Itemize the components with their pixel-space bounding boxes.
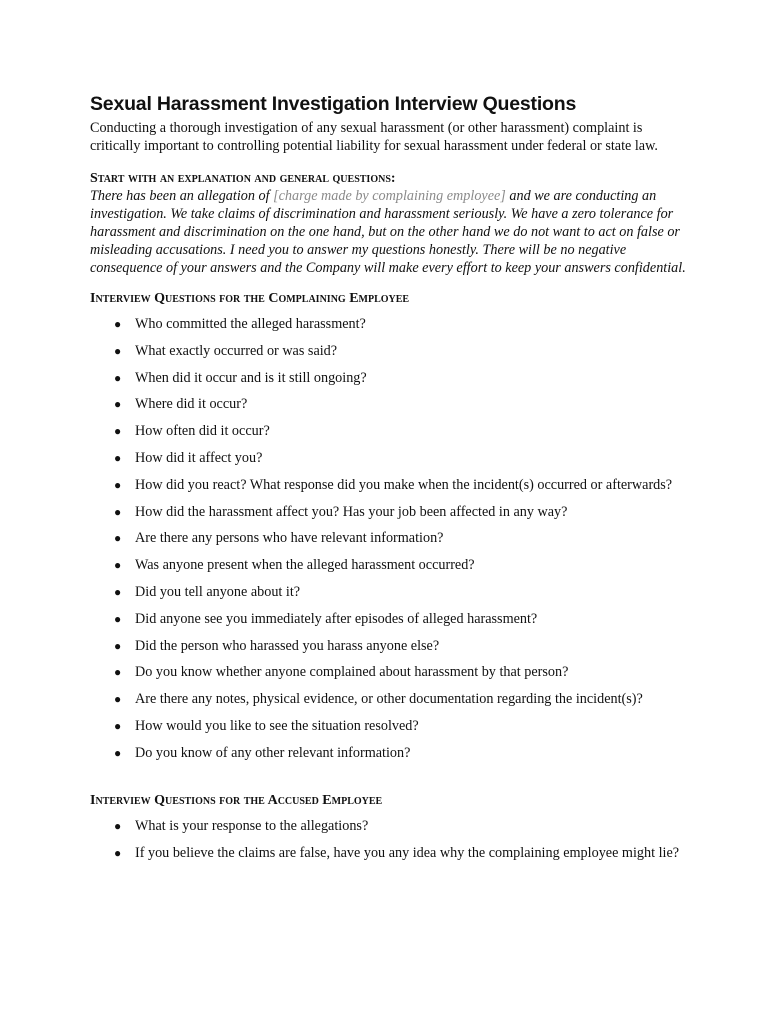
explanation-text-after: and we are conducting an investigation. We take claims of discrimination and harassment seriously. We have a zero tolerance for harassment and discrimination on the one hand, but on the other hand we do not want to act on false or misleading accusations. I need you to answer my questions honestly. There will be no negative consequence of your answers and the Company will make every effort to keep your answers confidential. <box>90 188 686 276</box>
bullet-icon: ● <box>114 665 122 680</box>
bullet-icon: ● <box>114 531 122 546</box>
bullet-icon: ● <box>114 424 122 439</box>
bullet-icon: ● <box>114 692 122 707</box>
accused-heading: Interview Questions for the Accused Employee <box>90 793 383 809</box>
question-item <box>90 343 690 361</box>
question-text: Was anyone present when the alleged harassment occurred? <box>135 557 475 574</box>
intro-paragraph: Conducting a thorough investigation of any sexual harassment (or other harassment) complaint is critically important to controlling potential liability for sexual harassment under federal or state law. <box>90 120 658 154</box>
bullet-icon: ● <box>114 450 122 465</box>
bullet-icon: ● <box>114 477 122 492</box>
bullet-icon: ● <box>114 504 122 519</box>
question-text: Did you tell anyone about it? <box>135 583 301 600</box>
question-item <box>90 370 690 388</box>
question-item <box>90 557 690 575</box>
bullet-icon: ● <box>114 611 122 626</box>
question-text: Did the person who harassed you harass anyone else? <box>135 637 440 654</box>
question-item <box>90 504 690 522</box>
question-item <box>90 316 690 334</box>
question-text: How did it affect you? <box>135 449 263 466</box>
question-item <box>90 423 690 441</box>
question-text: Are there any persons who have relevant information? <box>135 530 444 547</box>
bullet-icon: ● <box>114 745 122 760</box>
question-item <box>90 638 690 656</box>
bullet-icon: ● <box>114 718 122 733</box>
bullet-icon: ● <box>114 370 122 385</box>
question-item <box>90 477 690 495</box>
start-heading: Start with an explanation and general questions: <box>90 171 396 186</box>
question-text: How would you like to see the situation resolved? <box>135 717 419 734</box>
question-item <box>90 450 690 468</box>
question-item <box>90 691 690 709</box>
question-text: Where did it occur? <box>135 396 248 413</box>
question-text: Did anyone see you immediately after episodes of alleged harassment? <box>135 610 538 627</box>
document-title: Sexual Harassment Investigation Interview Questions <box>90 93 577 115</box>
bullet-icon: ● <box>114 558 122 573</box>
question-item <box>90 584 690 602</box>
question-text: Do you know of any other relevant information? <box>135 744 411 761</box>
question-item <box>90 745 690 763</box>
bullet-icon: ● <box>114 397 122 412</box>
question-text: Do you know whether anyone complained about harassment by that person? <box>135 664 569 681</box>
question-text: When did it occur and is it still ongoing? <box>135 369 367 386</box>
bullet-icon: ● <box>114 819 122 834</box>
explanation-placeholder: [charge made by complaining employee] <box>273 188 506 204</box>
bullet-icon: ● <box>114 638 122 653</box>
question-text: How often did it occur? <box>135 423 270 440</box>
accused-questions-list <box>90 818 690 862</box>
bullet-icon: ● <box>114 317 122 331</box>
question-item <box>90 664 690 682</box>
bullet-icon: ● <box>114 846 122 861</box>
question-item <box>90 611 690 629</box>
question-item <box>90 718 690 736</box>
question-item <box>90 845 690 863</box>
document-page <box>90 93 690 872</box>
question-item <box>90 396 690 414</box>
complaining-questions-list <box>90 316 690 762</box>
question-text: How did the harassment affect you? Has your job been affected in any way? <box>135 503 568 520</box>
bullet-icon: ● <box>114 584 122 599</box>
bullet-icon: ● <box>114 343 122 358</box>
question-item <box>90 530 690 548</box>
question-text: How did you react? What response did you make when the incident(s) occurred or afterwards? <box>135 476 673 493</box>
question-item <box>90 818 690 836</box>
question-text: If you believe the claims are false, have you any idea why the complaining employee might lie? <box>135 845 680 862</box>
question-text: What is your response to the allegations? <box>135 818 369 835</box>
explanation-paragraph <box>90 187 690 277</box>
question-text: Who committed the alleged harassment? <box>135 316 366 332</box>
question-text: Are there any notes, physical evidence, or other documentation regarding the incident(s)? <box>135 691 643 708</box>
complaining-heading: Interview Questions for the Complaining Employee <box>90 291 410 306</box>
explanation-text-before: There has been an allegation of <box>90 188 274 204</box>
question-text: What exactly occurred or was said? <box>135 342 338 359</box>
